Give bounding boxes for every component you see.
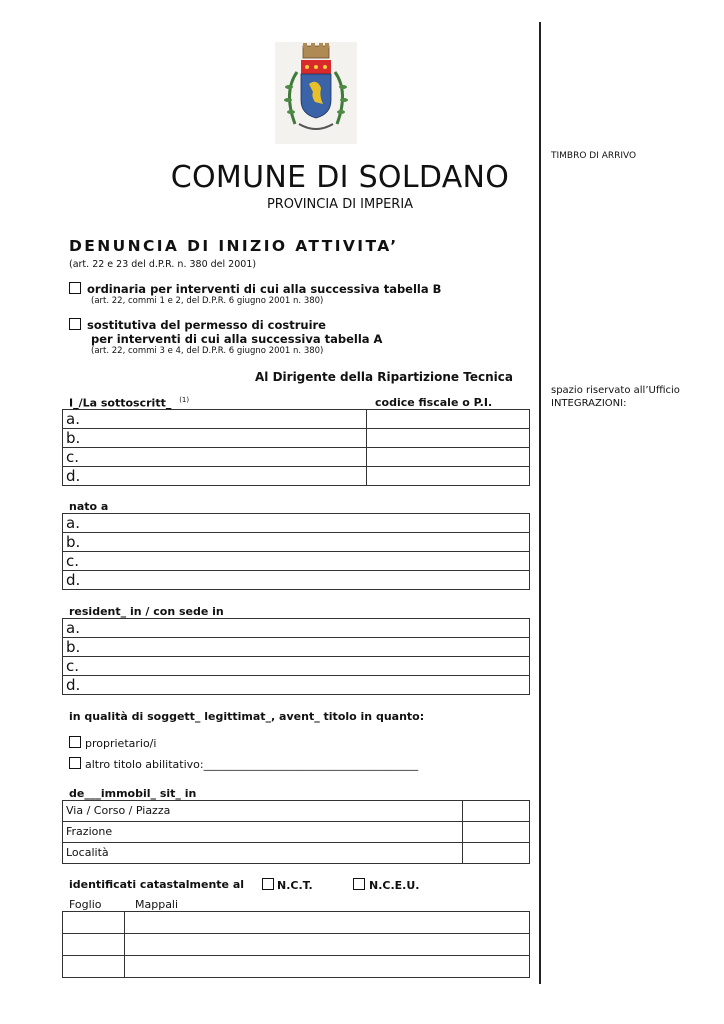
- born-a[interactable]: a.: [63, 514, 530, 533]
- foglio-cell-2[interactable]: [63, 934, 125, 956]
- table-row: [63, 533, 530, 552]
- cadastral-label: identificati catastalmente al: [69, 878, 245, 891]
- reserved-space-note: [551, 384, 680, 410]
- nct-label: N.C.T.: [277, 879, 313, 892]
- form-heading: DENUNCIA DI INIZIO ATTIVITA’: [69, 237, 399, 255]
- born-table: [62, 513, 530, 590]
- nct-checkbox[interactable]: [262, 878, 274, 890]
- ordinaria-checkbox[interactable]: [69, 282, 81, 294]
- other-title-checkbox[interactable]: [69, 757, 81, 769]
- signer-label: [69, 396, 189, 410]
- option-sostitutiva-line1: sostitutiva del permesso di costruire: [87, 318, 326, 332]
- mappali-label: Mappali: [135, 898, 179, 911]
- address-fraction-extra[interactable]: [463, 822, 530, 843]
- option-ordinaria-reference: (art. 22, commi 1 e 2, del D.P.R. 6 giugno 2001 n. 380): [91, 296, 324, 306]
- table-row: [63, 410, 530, 429]
- table-row: [63, 429, 530, 448]
- resident-a[interactable]: a.: [63, 619, 530, 638]
- table-row: [63, 934, 530, 956]
- address-table: [62, 800, 530, 864]
- signer-footnote: (1): [179, 396, 190, 404]
- born-b[interactable]: b.: [63, 533, 530, 552]
- signer-name-c[interactable]: c.: [63, 448, 367, 467]
- other-title-label: altro titolo abilitativo:_______________________________________: [85, 758, 419, 771]
- resident-table: [62, 618, 530, 695]
- nceu-label: N.C.E.U.: [369, 879, 420, 892]
- owner-checkbox[interactable]: [69, 736, 81, 748]
- page-title: COMUNE DI SOLDANO: [170, 160, 510, 195]
- resident-c[interactable]: c.: [63, 657, 530, 676]
- table-row: [63, 956, 530, 978]
- address-street-number[interactable]: [463, 801, 530, 822]
- nceu-option: [353, 878, 419, 892]
- table-row: [63, 571, 530, 590]
- fiscal-code-label: codice fiscale o P.I.: [375, 396, 493, 409]
- table-row: [63, 619, 530, 638]
- signer-name-d[interactable]: d.: [63, 467, 367, 486]
- reserved-line-2: INTEGRAZIONI:: [551, 398, 627, 409]
- born-d[interactable]: d.: [63, 571, 530, 590]
- table-row: [63, 822, 530, 843]
- signer-fiscal-b[interactable]: [367, 429, 530, 448]
- nct-option: [262, 878, 313, 892]
- signer-fiscal-d[interactable]: [367, 467, 530, 486]
- address-street[interactable]: Via / Corso / Piazza: [63, 801, 463, 822]
- signer-fiscal-a[interactable]: [367, 410, 530, 429]
- table-row: [63, 514, 530, 533]
- table-row: [63, 657, 530, 676]
- form-heading-reference: (art. 22 e 23 del d.P.R. n. 380 del 2001): [69, 259, 257, 270]
- owner-label: proprietario/i: [85, 737, 157, 750]
- born-c[interactable]: c.: [63, 552, 530, 571]
- resident-d[interactable]: d.: [63, 676, 530, 695]
- option-sostitutiva-reference: (art. 22, commi 3 e 4, del D.P.R. 6 giugno 2001 n. 380): [91, 346, 324, 356]
- foglio-label: Foglio: [69, 898, 102, 911]
- other-title-option: [69, 757, 418, 771]
- reserved-line-1: spazio riservato all’Ufficio: [551, 385, 680, 396]
- table-row: [63, 448, 530, 467]
- cadastral-table: [62, 911, 530, 978]
- mappali-cell-2[interactable]: [125, 934, 530, 956]
- owner-option: [69, 736, 156, 750]
- signer-name-a[interactable]: a.: [63, 410, 367, 429]
- signer-label-text: I_/La sottoscritt_: [69, 396, 172, 410]
- address-fraction[interactable]: Frazione: [63, 822, 463, 843]
- resident-b[interactable]: b.: [63, 638, 530, 657]
- option-sostitutiva: [69, 318, 326, 332]
- address-locality-extra[interactable]: [463, 843, 530, 864]
- property-label: de___immobil_ sit_ in: [69, 787, 197, 800]
- municipal-crest-logo: [275, 42, 357, 144]
- resident-label: resident_ in / con sede in: [69, 605, 224, 618]
- arrival-stamp-label: TIMBRO DI ARRIVO: [551, 151, 637, 161]
- address-locality[interactable]: Località: [63, 843, 463, 864]
- signer-fiscal-c[interactable]: [367, 448, 530, 467]
- option-ordinaria-label: ordinaria per interventi di cui alla successiva tabella B: [87, 282, 442, 296]
- mappali-cell-3[interactable]: [125, 956, 530, 978]
- table-row: [63, 638, 530, 657]
- foglio-cell-3[interactable]: [63, 956, 125, 978]
- addressee: Al Dirigente della Ripartizione Tecnica: [255, 370, 513, 384]
- table-row: [63, 843, 530, 864]
- option-sostitutiva-line2: per interventi di cui alla successiva tabella A: [91, 332, 383, 346]
- option-ordinaria: [69, 282, 441, 296]
- table-row: [63, 676, 530, 695]
- quality-label: in qualità di soggett_ legittimat_, avent_ titolo in quanto:: [69, 710, 425, 723]
- page-subtitle: PROVINCIA DI IMPERIA: [266, 197, 414, 212]
- table-row: [63, 467, 530, 486]
- table-row: [63, 801, 530, 822]
- table-row: [63, 552, 530, 571]
- signer-table: [62, 409, 530, 486]
- nceu-checkbox[interactable]: [353, 878, 365, 890]
- signer-name-b[interactable]: b.: [63, 429, 367, 448]
- sostitutiva-checkbox[interactable]: [69, 318, 81, 330]
- mappali-cell-1[interactable]: [125, 912, 530, 934]
- table-row: [63, 912, 530, 934]
- foglio-cell-1[interactable]: [63, 912, 125, 934]
- born-label: nato a: [69, 500, 109, 513]
